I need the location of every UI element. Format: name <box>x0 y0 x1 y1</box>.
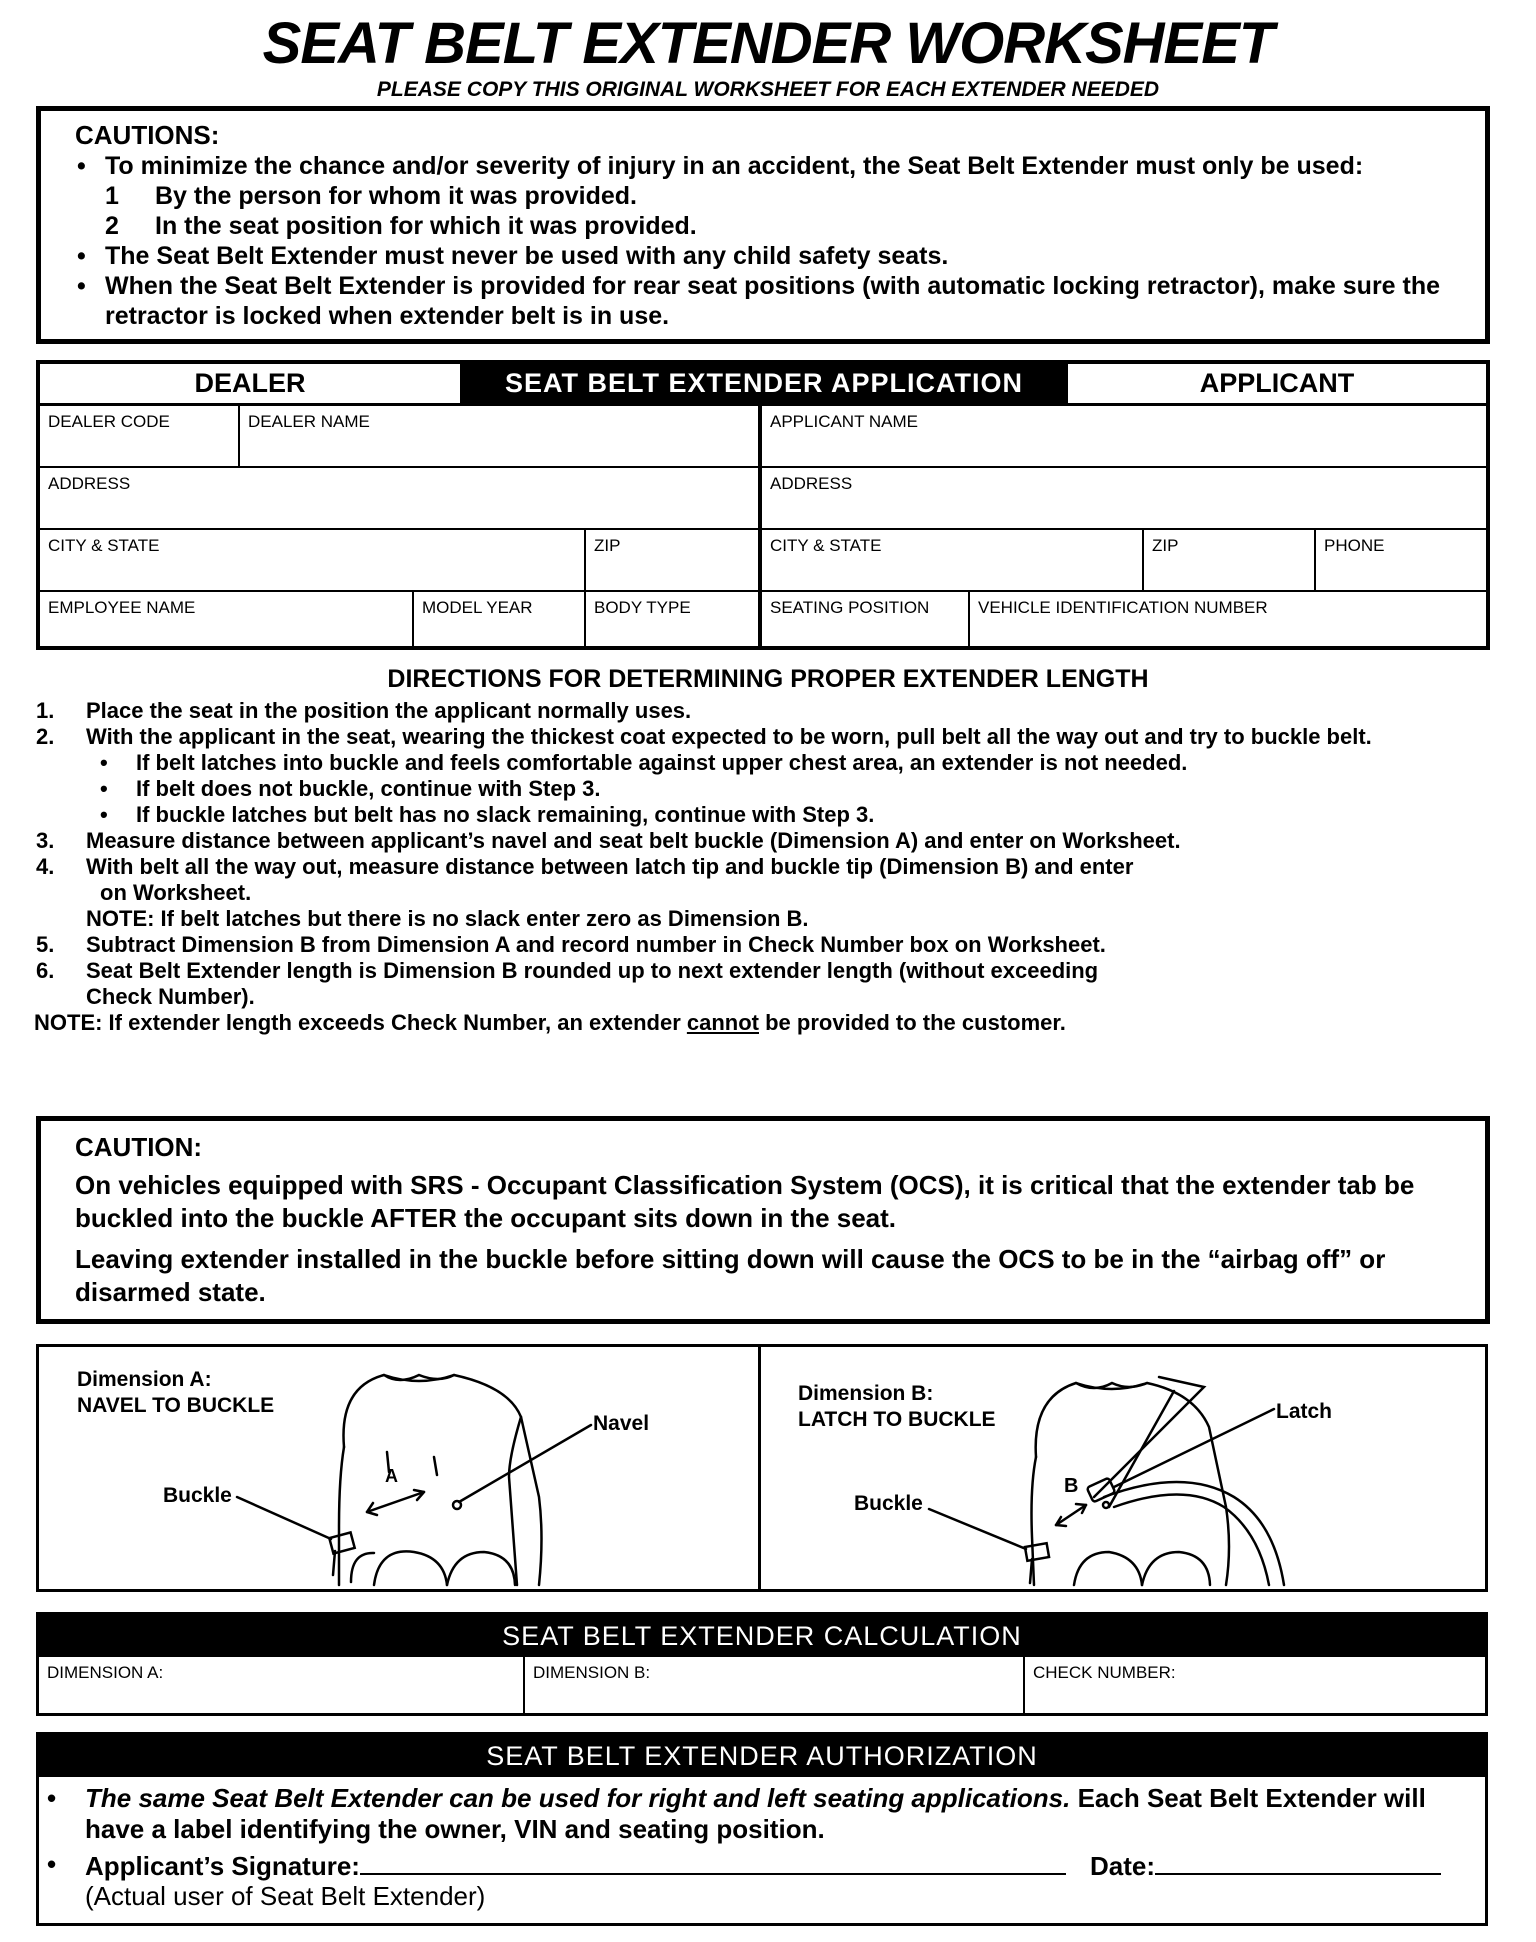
directions-list <box>36 698 1496 1036</box>
step-5-num: 5. <box>36 932 55 957</box>
navel-label: Navel <box>593 1412 650 1435</box>
calculation-title: SEAT BELT EXTENDER CALCULATION <box>39 1615 1485 1657</box>
final-note-cannot: cannot <box>686 1010 759 1035</box>
applicant-address-field[interactable]: ADDRESS <box>762 468 1486 530</box>
step-3-text: Measure distance between applicant’s navel and seat belt buckle (Dimension A) and enter on Worksheet. <box>86 828 1181 853</box>
ocs-caution-p2: Leaving extender installed in the buckle before sitting down will cause the OCS to be in the “airbag off” or disarmed state. <box>75 1244 1386 1307</box>
step-1-num: 1. <box>36 698 55 723</box>
date-label: Date: <box>1089 1851 1155 1881</box>
signature-label: Applicant’s Signature: <box>85 1851 360 1881</box>
step-5-text: Subtract Dimension B from Dimension A and record number in Check Number box on Worksheet. <box>86 932 1106 957</box>
letter-b: B <box>1064 1475 1079 1497</box>
dealer-name-field[interactable]: DEALER NAME <box>240 406 758 468</box>
authorization-title: SEAT BELT EXTENDER AUTHORIZATION <box>39 1735 1485 1777</box>
step-4-text: With belt all the way out, measure distance between latch tip and buckle tip (Dimension B) and enter <box>86 854 1134 879</box>
application-header: SEAT BELT EXTENDER APPLICATION <box>460 364 1068 403</box>
caution-sub-2-text: In the seat position for which it was provided. <box>155 212 697 240</box>
applicant-city-state-field[interactable]: CITY & STATE <box>762 530 1144 592</box>
cautions-title: CAUTIONS: <box>75 120 220 150</box>
caution-bullet-1-text: To minimize the chance and/or severity of injury in an accident, the Seat Belt Extender must only be used: <box>105 152 1364 180</box>
dealer-header: DEALER <box>194 368 306 398</box>
dimension-a-field[interactable]: DIMENSION A: <box>39 1657 525 1713</box>
authorization-italic-text: The same Seat Belt Extender can be used for right and left seating applications. <box>85 1783 1071 1813</box>
direction-step-6 <box>36 958 1496 984</box>
step-2-bullet-1-text: If belt latches into buckle and feels comfortable against upper chest area, an extender is not needed. <box>136 750 1188 775</box>
direction-step-1 <box>36 698 1496 724</box>
caution-bullet-2: • The Seat Belt Extender must never be used with any child safety seats. <box>77 242 949 270</box>
dealer-code-field[interactable]: DEALER CODE <box>40 406 240 468</box>
letter-a: A <box>385 1466 398 1486</box>
caution-sub-1-num: 1 <box>105 182 119 210</box>
cautions-box <box>36 106 1490 344</box>
page-subtitle: PLEASE COPY THIS ORIGINAL WORKSHEET FOR EACH EXTENDER NEEDED <box>376 78 1160 101</box>
caution-sub-1 <box>75 181 1451 211</box>
authorization-section <box>36 1732 1488 1926</box>
step-2-bullet-2-text: If belt does not buckle, continue with Step 3. <box>136 776 601 801</box>
applicant-name-field[interactable]: APPLICANT NAME <box>762 406 1486 468</box>
step-2-bullet-3-text: If buckle latches but belt has no slack remaining, continue with Step 3. <box>136 802 875 827</box>
step-4-num: 4. <box>36 854 55 879</box>
step-3-num: 3. <box>36 828 55 853</box>
direction-step-4 <box>36 854 1496 880</box>
dimension-a-subtitle: NAVEL TO BUCKLE <box>77 1394 275 1417</box>
body-type-field[interactable]: BODY TYPE <box>594 598 691 617</box>
direction-step-3 <box>36 828 1496 854</box>
applicant-zip-field[interactable]: ZIP <box>1144 530 1316 592</box>
dimension-b-field[interactable]: DIMENSION B: <box>525 1657 1025 1713</box>
step-6-text: Seat Belt Extender length is Dimension B rounded up to next extender length (without exceeding <box>86 958 1099 983</box>
applicant-header: APPLICANT <box>1199 368 1355 398</box>
caution-sub-2-num: 2 <box>105 212 119 240</box>
caution-bullet-1: • To minimize the chance and/or severity of injury in an accident, the Seat Belt Extender must only be used: <box>77 152 1364 180</box>
direction-step-5 <box>36 932 1496 958</box>
dimension-b-subtitle: LATCH TO BUCKLE <box>798 1408 996 1431</box>
dimension-b-panel <box>764 1347 1485 1589</box>
directions-title: DIRECTIONS FOR DETERMINING PROPER EXTENDER LENGTH <box>387 665 1149 693</box>
final-note-pre: NOTE: If extender length exceeds Check Number, an extender <box>34 1010 687 1035</box>
step-4-note: NOTE: If belt latches but there is no slack enter zero as Dimension B. <box>86 906 809 931</box>
direction-step-2 <box>36 724 1496 750</box>
employee-name-field[interactable]: EMPLOYEE NAME <box>40 592 414 650</box>
ocs-caution-p1: On vehicles equipped with SRS - Occupant Classification System (OCS), it is critical that the extender tab be buckled into the buckle AFTER the occupant sits down in the seat. <box>75 1170 1415 1233</box>
direction-step-2-bullet-2: • If belt does not buckle, continue with Step 3. <box>100 776 601 801</box>
applicant-phone-field[interactable]: PHONE <box>1316 530 1486 592</box>
check-number-field[interactable]: CHECK NUMBER: <box>1033 1663 1176 1682</box>
caution-sub-1-text: By the person for whom it was provided. <box>155 182 638 210</box>
page-title: SEAT BELT EXTENDER WORKSHEET <box>262 11 1274 76</box>
dimension-b-title: Dimension B: <box>798 1382 934 1405</box>
dealer-city-state-field[interactable]: CITY & STATE <box>40 530 586 592</box>
authorization-bullet-1: • The same Seat Belt Extender can be used for right and left seating applications. Each Seat Belt Extender will have a label identifying the owner, VIN and seating position. <box>47 1783 1426 1844</box>
date-input[interactable] <box>1155 1849 1441 1875</box>
dimension-diagrams <box>36 1344 1488 1592</box>
step-6-continuation: Check Number). <box>86 984 255 1009</box>
caution-bullet-3: • When the Seat Belt Extender is provided for rear seat positions (with automatic locking retractor), make sure the retractor is locked when extender belt is in use. <box>77 272 1441 330</box>
buckle-label-b: Buckle <box>854 1492 923 1515</box>
direction-step-2-bullet-1: • If belt latches into buckle and feels comfortable against upper chest area, an extender is not needed. <box>100 750 1188 775</box>
step-1-text: Place the seat in the position the applicant normally uses. <box>86 698 692 723</box>
caution-sub-2 <box>75 211 1451 241</box>
application-form <box>36 360 1490 650</box>
signature-input[interactable] <box>360 1849 1066 1875</box>
directions-final-note <box>34 1010 1496 1036</box>
step-6-num: 6. <box>36 958 55 983</box>
dealer-address-field[interactable]: ADDRESS <box>40 468 758 530</box>
dimension-a-title: Dimension A: <box>77 1368 212 1391</box>
caution-bullet-3-text: When the Seat Belt Extender is provided for rear seat positions (with automatic locking retractor), make sure the retractor is locked when extender belt is in use. <box>105 272 1441 330</box>
dimension-a-panel <box>39 1347 761 1589</box>
application-header-row <box>40 364 1486 406</box>
signature-note: (Actual user of Seat Belt Extender) <box>85 1881 486 1911</box>
caution-bullet-2-text: The Seat Belt Extender must never be used with any child safety seats. <box>105 242 949 270</box>
latch-label: Latch <box>1276 1400 1333 1423</box>
step-2-text: With the applicant in the seat, wearing the thickest coat expected to be worn, pull belt all the way out and try to buckle belt. <box>86 724 1372 749</box>
calculation-section <box>36 1612 1488 1716</box>
direction-step-2-bullet-3: • If buckle latches but belt has no slack remaining, continue with Step 3. <box>100 802 875 827</box>
ocs-caution-title: CAUTION: <box>75 1132 203 1162</box>
dealer-zip-field[interactable]: ZIP <box>586 530 758 592</box>
authorization-rest-text: Each Seat Belt Extender will have a label identifying the owner, VIN and seating position. <box>85 1783 1426 1844</box>
buckle-label-a: Buckle <box>163 1484 232 1507</box>
step-2-num: 2. <box>36 724 55 749</box>
vin-field[interactable]: VEHICLE IDENTIFICATION NUMBER <box>978 598 1268 617</box>
latch-to-buckle-illustration <box>764 1347 1485 1589</box>
model-year-field[interactable]: MODEL YEAR <box>414 592 586 650</box>
seating-position-field[interactable]: SEATING POSITION <box>762 592 970 650</box>
final-note-post: be provided to the customer. <box>759 1010 1066 1035</box>
ocs-caution-box <box>36 1116 1490 1324</box>
step-4-continuation: on Worksheet. <box>100 880 252 905</box>
navel-to-buckle-illustration <box>39 1347 761 1589</box>
signature-line: • Applicant’s Signature: Date: <box>47 1849 1441 1882</box>
